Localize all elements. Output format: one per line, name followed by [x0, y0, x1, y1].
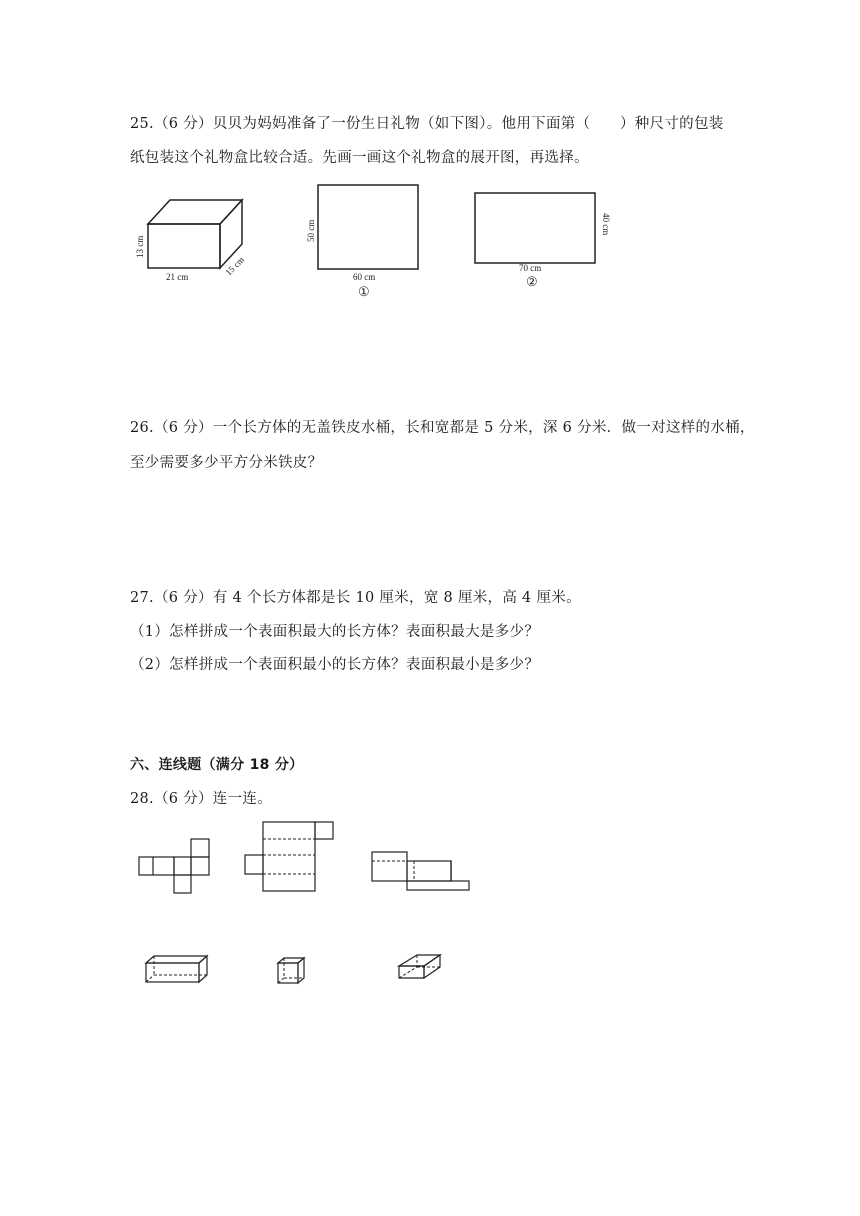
- box-length-label: 21 cm: [166, 272, 189, 282]
- paper-2-number: ②: [526, 274, 538, 289]
- paper-1-rect: [318, 185, 418, 269]
- paper-2-bottom-label: 70 cm: [519, 263, 542, 273]
- net-1-figure: [138, 838, 214, 896]
- paper-1-number: ①: [358, 284, 370, 299]
- q26-line1: 26.（6 分）一个长方体的无盖铁皮水桶，长和宽都是 5 分米，深 6 分米．做一对这样的水桶，: [130, 420, 755, 436]
- paper-1-side-label: 50 cm: [306, 219, 316, 242]
- q25-line1: 25.（6 分）贝贝为妈妈准备了一份生日礼物（如下图）。他用下面第（ ）种尺寸的包装: [130, 116, 724, 132]
- paper-1-bottom-label: 60 cm: [353, 272, 376, 282]
- net-2-figure: [244, 820, 338, 894]
- paper-2-rect: [475, 193, 595, 263]
- q25-line2: 纸包装这个礼物盒比较合适。先画一画这个礼物盒的展开图，再选择。: [130, 150, 589, 166]
- box-height-label: 13 cm: [135, 235, 145, 258]
- wrapping-paper-2-figure: [460, 188, 620, 298]
- paper-2-side-label: 40 cm: [601, 213, 611, 236]
- q27-line1: 27.（6 分）有 4 个长方体都是长 10 厘米，宽 8 厘米，高 4 厘米。: [130, 590, 581, 606]
- cuboid-b-figure: [276, 956, 308, 986]
- gift-box-figure: [130, 192, 265, 287]
- box-front-face: [148, 224, 220, 268]
- q27-sub2: （2）怎样拼成一个表面积最小的长方体？表面积最小是多少？: [130, 657, 540, 673]
- wrapping-paper-1-figure: [300, 180, 430, 300]
- box-top-face: [148, 200, 242, 224]
- section-6-title: 六、连线题（满分 18 分）: [130, 757, 304, 773]
- q27-sub1: （1）怎样拼成一个表面积最大的长方体？表面积最大是多少？: [130, 624, 540, 640]
- q26-line2: 至少需要多少平方分米铁皮？: [130, 455, 323, 471]
- cuboid-a-figure: [144, 954, 210, 986]
- q28-line1: 28.（6 分）连一连。: [130, 791, 272, 807]
- box-width-label: 15 cm: [223, 254, 247, 278]
- cuboid-c-figure: [396, 952, 444, 982]
- net-3-figure: [370, 850, 474, 894]
